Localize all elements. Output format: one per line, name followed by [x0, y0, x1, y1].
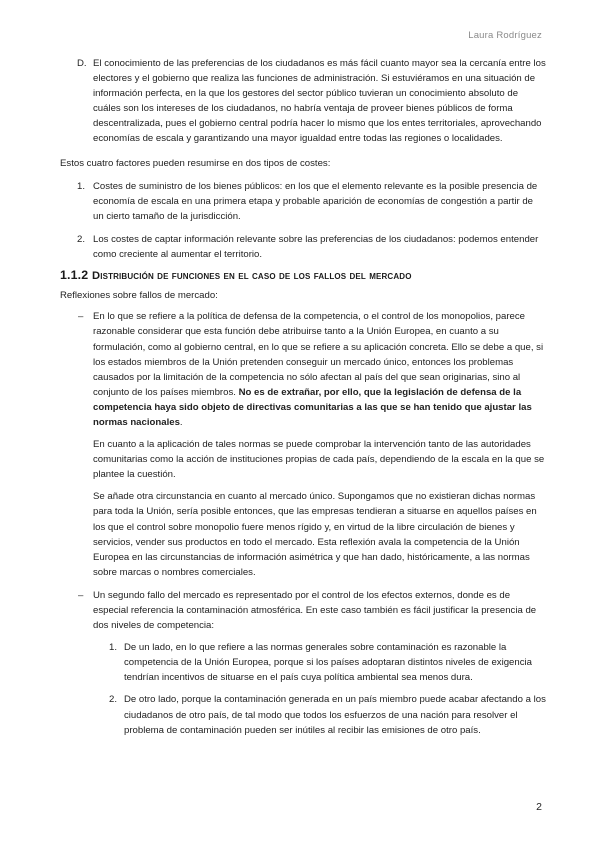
bullet-item-externalities	[60, 588, 546, 738]
page-number: 2	[536, 801, 542, 813]
bullet-text-end: .	[179, 416, 183, 428]
cost-type-item-1	[60, 179, 546, 224]
bullet-item-competition	[60, 309, 546, 580]
sub-marker: 2.	[109, 694, 118, 706]
bullet-paragraph-3: Se añade otra circunstancia en cuanto al mercado único. Supongamos que no existieran dichas normas para toda la Unión, sería posible entonces, que las empresas tendieran a situarse en aquellos países en los que el control sobre monopolio fuere menos rígido y, en virtud de la libre circulación de bienes y servicios, vender sus productos en todo el mercado. Esta reflexión avala la competencia de la Unión Europea en las circunstancias de información asimétrica y que han dado, históricamente, a las normas sobre marcas o nombres comerciales.	[93, 491, 537, 578]
page-body	[60, 56, 546, 738]
list-item-text: Costes de suministro de los bienes públicos: en los que el elemento relevante es la posible presencia de economía de escala en una primera etapa y probable aparición de economías de congestión a partir de un cierto tamaño de la jurisdicción.	[93, 180, 538, 222]
bullet-paragraph-2: En cuanto a la aplicación de tales normas se puede comprobar la intervención tanto de las autoridades comunitarias como la acción de instituciones propias de cada país, dependiendo de la escala en la que se plantee la cuestión.	[93, 439, 545, 481]
sub-item-2	[93, 692, 546, 737]
sub-item-text: De otro lado, porque la contaminación generada en un país miembro puede acabar afectando a los ciudadanos de otro país, de tal modo que todos los esfuerzos de una nación para resolver el problema de contaminación pueden ser inútiles al recibir las emisiones de otro país.	[124, 694, 546, 736]
section-number: 1.1.2	[60, 268, 89, 283]
bullet-text: Un segundo fallo del mercado es representado por el control de los efectos externos, donde es de especial referencia la contaminación atmosférica. En este caso también es fácil justificar la presencia de dos niveles de competencia:	[93, 589, 537, 632]
sub-item-text: De un lado, en lo que refiere a las normas generales sobre contaminación es razonable la competencia de la Unión Europea, porque si los países adoptaran distintos niveles de exigencia tendrían incentivos de situarse en el país cuya política ambiental sea menos dura.	[124, 642, 532, 684]
list-item-d	[60, 56, 546, 147]
bullet-text-emphasis: No es de extrañar, por ello, que la legislación de defensa de la competencia haya sido objeto de directivas comunitarias a las que se han tenido que ajustar las normas nacionales	[93, 386, 532, 428]
running-header-author: Laura Rodríguez	[468, 30, 542, 41]
bullet-text	[93, 309, 546, 430]
list-marker: 1.	[77, 180, 86, 192]
list-marker: 2.	[77, 233, 86, 245]
list-item-text: El conocimiento de las preferencias de los ciudadanos es más fácil cuanto mayor sea la cercanía entre los electores y el gobierno que realiza las funciones de administración. Si estuviéramos en una situación de información perfecta, en la que los gestores del sector público tuvieran un conocimiento absoluto de cuáles son los intereses de los ciudadanos, no habría ventaja de proveer bienes públicos de forma descentralizada, pues el gobierno central podría hacer lo mismo que los entes territoriales, aprovechando economías de escala y garantizando una mayor igualdad entre todas las regiones o localidades.	[93, 58, 546, 145]
bullet-text-plain: En lo que se refiere a la política de defensa de la competencia, o el control de los monopolios, parece razonable considerar que esta función debe atribuirse tanto a la Unión Europea, en cuanto a su formulación, como al gobierno central, en lo que se refiere a su aplicación concreta. Ello se debe a que, si los estados miembros de la Unión pretenden conseguir un mercado único, entonces los problemas causados por la limitación de la competencia no sólo afectan al país del que sean originarias, sino al conjunto de los países miembros.	[93, 311, 544, 398]
summary-paragraph: Estos cuatro factores pueden resumirse en dos tipos de costes:	[60, 157, 331, 169]
list-item-text: Los costes de captar información relevante sobre las preferencias de los ciudadanos: podemos entender como creciente al aumentar el territorio.	[93, 233, 539, 261]
sub-item-1	[93, 640, 546, 685]
section-heading	[60, 268, 546, 284]
bullet-marker: –	[78, 589, 84, 601]
intro-paragraph: Reflexiones sobre fallos de mercado:	[60, 290, 218, 302]
bullet-marker: –	[78, 311, 84, 323]
cost-type-item-2	[60, 232, 546, 262]
sub-marker: 1.	[109, 642, 118, 654]
list-marker: D.	[77, 58, 87, 69]
section-title: Distribución de funciones en el caso de los fallos del mercado	[92, 270, 412, 283]
